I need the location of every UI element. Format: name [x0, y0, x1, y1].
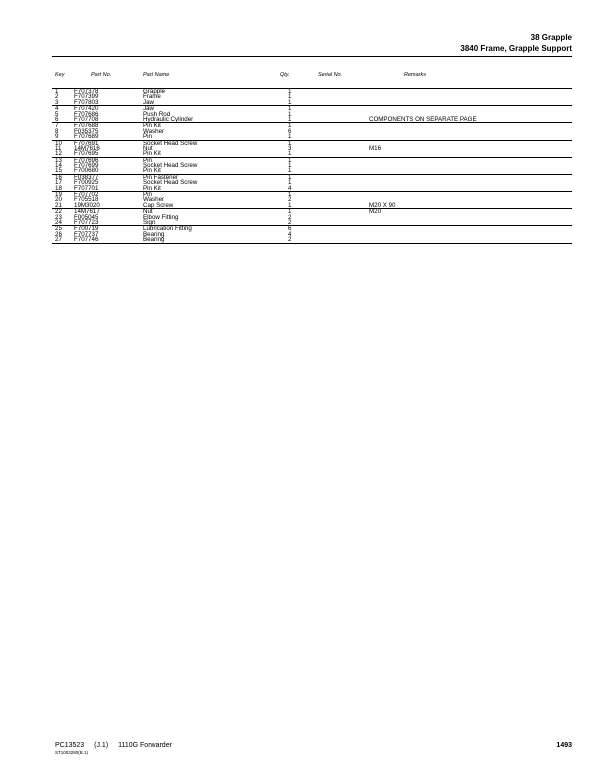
part-key: 4 — [55, 105, 59, 113]
part-key: 5 — [55, 110, 59, 118]
part-key: 11 — [55, 144, 62, 152]
part-key: 12 — [55, 150, 62, 158]
doc-revision: (J.1) — [94, 742, 109, 749]
part-key: 20 — [55, 196, 62, 204]
parts-group — [52, 192, 572, 209]
part-number: 14M7616 — [74, 144, 100, 152]
part-qty: 1 — [288, 208, 292, 216]
parts-group — [52, 158, 572, 175]
part-qty: 1 — [288, 191, 292, 199]
part-number: F700719 — [74, 225, 99, 233]
col-qty-header: Qty. — [280, 72, 290, 78]
part-number: F707420 — [74, 105, 99, 113]
part-key: 10 — [55, 139, 62, 147]
part-remarks: M20 — [369, 208, 382, 216]
part-key: 23 — [55, 213, 62, 221]
part-key: 13 — [55, 156, 62, 164]
part-number: F707696 — [74, 156, 99, 164]
doc-id: PC13523 — [55, 742, 85, 749]
part-number: F707686 — [74, 110, 99, 118]
part-number: 19M3020 — [74, 201, 100, 209]
part-qty: 1 — [288, 93, 292, 101]
section-subtitle: 3840 Frame, Grapple Support — [460, 44, 572, 53]
part-key: 16 — [55, 173, 62, 181]
col-key-header: Key — [55, 72, 65, 78]
part-key: 2 — [55, 93, 59, 101]
part-number: F707378 — [74, 88, 99, 95]
parts-group — [52, 88, 572, 106]
part-name: Pin — [143, 156, 152, 164]
part-qty: 3 — [288, 144, 292, 152]
part-name: Pin — [143, 191, 152, 199]
section-title: 38 Grapple — [530, 33, 572, 42]
part-number: F707699 — [74, 162, 99, 170]
part-name: Cap Screw — [143, 201, 174, 209]
part-key: 21 — [55, 201, 62, 209]
part-remarks: COMPONENTS ON SEPARATE PAGE — [369, 115, 477, 123]
part-qty: 4 — [288, 230, 292, 238]
part-name: Pin Kit — [143, 122, 161, 130]
part-remarks: M20 X 90 — [369, 201, 396, 209]
part-number: F707737 — [74, 230, 99, 238]
part-name: Nut — [143, 208, 153, 216]
part-name: Grapple — [143, 88, 166, 95]
part-number: F707399 — [74, 93, 99, 101]
part-number: F707691 — [74, 139, 99, 147]
part-number: 14M7617 — [74, 208, 100, 216]
part-qty: 1 — [288, 150, 292, 158]
part-qty: 1 — [288, 133, 292, 141]
parts-group — [52, 226, 572, 243]
table-row — [0, 134, 572, 139]
part-qty: 2 — [288, 236, 292, 244]
part-qty: 1 — [288, 105, 292, 113]
part-key: 26 — [55, 230, 62, 238]
part-name: Push Rod — [143, 110, 171, 118]
part-name: Pin Kit — [143, 150, 161, 158]
part-key: 1 — [55, 88, 59, 95]
part-number: F707689 — [74, 133, 99, 141]
part-qty: 4 — [288, 184, 292, 192]
part-qty: 1 — [288, 167, 292, 175]
parts-group — [52, 175, 572, 192]
machine-name: 1110G Forwarder — [118, 742, 172, 749]
part-number: F705518 — [74, 196, 99, 204]
part-name: Socket Head Screw — [143, 139, 198, 147]
part-name: Lubrication Fitting — [143, 225, 192, 233]
page-footer — [55, 742, 572, 755]
part-number: F707708 — [74, 115, 99, 123]
table-row — [0, 151, 572, 156]
parts-group — [52, 209, 572, 226]
part-name: Washer — [143, 127, 165, 135]
part-name: Hydraulic Cylinder — [143, 115, 194, 123]
part-qty: 1 — [288, 201, 292, 209]
part-key: 17 — [55, 179, 62, 187]
part-name: Nut — [143, 144, 153, 152]
part-key: 24 — [55, 218, 62, 226]
part-qty: 1 — [288, 110, 292, 118]
table-row — [0, 237, 572, 242]
part-qty: 6 — [288, 127, 292, 135]
part-name: Pin Kit — [143, 167, 161, 175]
drawing-reference: ST1003280(B.1) — [55, 750, 89, 755]
part-name: Washer — [143, 196, 165, 204]
part-number: F707746 — [74, 236, 99, 244]
part-qty: 1 — [288, 122, 292, 130]
part-name: Bearing — [143, 230, 165, 238]
part-qty: 1 — [288, 115, 292, 123]
part-key: 18 — [55, 184, 62, 192]
part-qty: 1 — [288, 156, 292, 164]
col-part-name-header: Part Name — [143, 72, 170, 78]
part-key: 9 — [55, 133, 59, 141]
page-number: 1493 — [556, 742, 572, 749]
parts-group — [52, 106, 572, 123]
parts-group — [52, 141, 572, 158]
part-number: F707701 — [74, 184, 99, 192]
part-name: Frame — [143, 93, 161, 101]
part-name: Jaw — [143, 105, 155, 113]
part-number: F005045 — [74, 213, 99, 221]
part-number: F038377 — [74, 173, 99, 181]
part-remarks: M16 — [369, 144, 382, 152]
part-qty: 1 — [288, 88, 292, 95]
part-number: F707702 — [74, 191, 99, 199]
part-key: 15 — [55, 167, 62, 175]
col-part-no-header: Part No. — [91, 72, 112, 78]
part-number: F707688 — [74, 122, 99, 130]
col-serial-header: Serial No. — [318, 72, 343, 78]
part-key: 3 — [55, 98, 59, 106]
part-name: Elbow Fitting — [143, 213, 179, 221]
part-key: 27 — [55, 236, 62, 244]
header-rule — [52, 56, 572, 57]
part-qty: 6 — [288, 225, 292, 233]
part-number: F707803 — [74, 98, 99, 106]
part-number: F707695 — [74, 150, 99, 158]
part-name: Socket Head Screw — [143, 162, 198, 170]
part-key: 6 — [55, 115, 59, 123]
part-qty: 2 — [288, 213, 292, 221]
part-qty: 1 — [288, 162, 292, 170]
column-headers — [0, 72, 600, 82]
part-key: 7 — [55, 122, 59, 130]
part-name: Bearing — [143, 236, 165, 244]
part-number: F700680 — [74, 167, 99, 175]
part-key: 19 — [55, 191, 62, 199]
part-key: 25 — [55, 225, 62, 233]
part-number: F707723 — [74, 218, 99, 226]
part-name: Sign — [143, 218, 156, 226]
part-number: F700925 — [74, 179, 99, 187]
part-qty: 1 — [288, 98, 292, 106]
part-key: 8 — [55, 127, 59, 135]
part-name: Socket Head Screw — [143, 179, 198, 187]
part-qty: 1 — [288, 139, 292, 147]
parts-group — [52, 123, 572, 140]
part-key: 14 — [55, 162, 62, 170]
part-name: Jaw — [143, 98, 155, 106]
parts-table — [0, 88, 600, 244]
part-name: Pin Kit — [143, 184, 161, 192]
part-key: 22 — [55, 208, 62, 216]
part-name: Pin Fastener — [143, 173, 179, 181]
part-qty: 1 — [288, 179, 292, 187]
col-remarks-header: Remarks — [404, 72, 427, 78]
part-qty: 1 — [288, 173, 292, 181]
part-name: Pin — [143, 133, 152, 141]
part-qty: 2 — [288, 196, 292, 204]
part-qty: 2 — [288, 218, 292, 226]
part-number: F035375 — [74, 127, 99, 135]
